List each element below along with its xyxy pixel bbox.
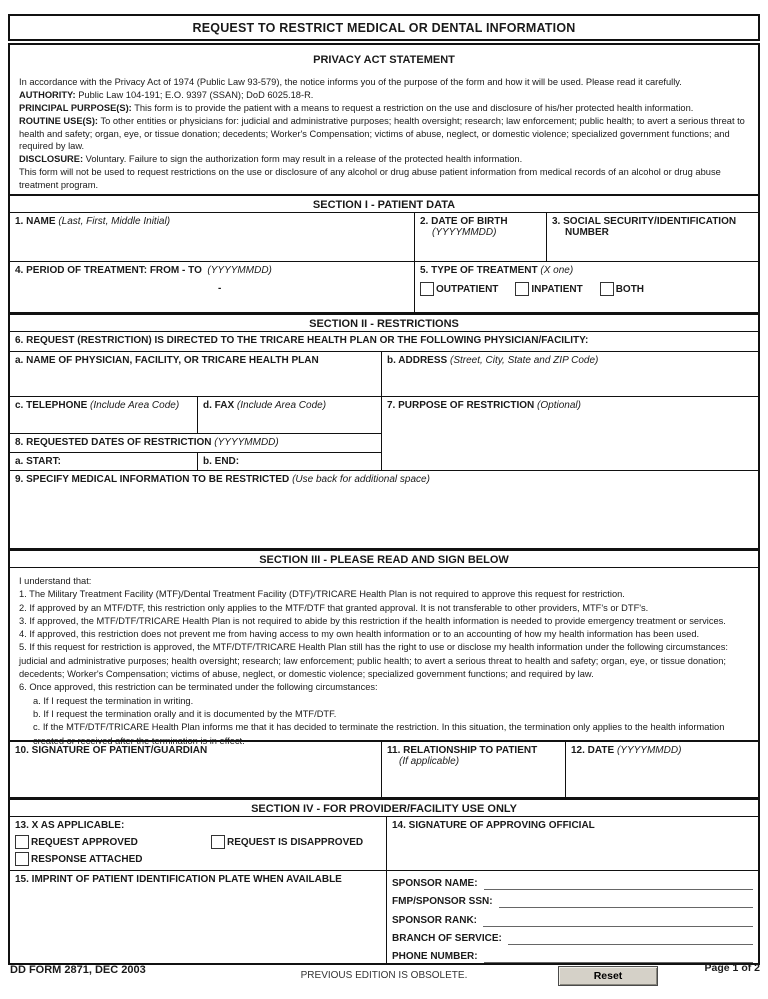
reset-button[interactable]: Reset <box>558 966 658 986</box>
privacy-disclosure <box>19 153 749 166</box>
privacy-authority <box>19 89 749 102</box>
request-approved-checkbox[interactable] <box>15 835 29 849</box>
approval-row <box>10 817 758 871</box>
section3-header: SECTION III - PLEASE READ AND SIGN BELOW <box>10 549 758 568</box>
address-hint: (Street, City, State and ZIP Code) <box>449 355 599 366</box>
inpatient-checkbox[interactable] <box>515 282 529 296</box>
purpose-label: 7. PURPOSE OF RESTRICTION <box>387 400 535 411</box>
branch-of-service-input[interactable] <box>508 932 753 945</box>
field-1-name-cell <box>10 213 415 261</box>
name-input[interactable] <box>15 227 409 258</box>
field-5-type-cell <box>415 262 758 312</box>
field-4-period-cell <box>10 262 415 312</box>
privacy-authority-label: AUTHORITY: <box>19 89 76 100</box>
sponsor-name-input[interactable] <box>484 877 753 890</box>
approving-official-label: 14. SIGNATURE OF APPROVING OFFICIAL <box>392 820 595 831</box>
relationship-hint: (If applicable) <box>399 756 460 767</box>
address-label-line <box>387 355 753 366</box>
field-3-ssn-cell <box>547 213 758 261</box>
imprint-label: 15. IMPRINT OF PATIENT IDENTIFICATION PLATE WHEN AVAILABLE <box>15 874 342 885</box>
field-6c-cell[interactable] <box>10 397 198 433</box>
privacy-intro: In accordance with the Privacy Act of 1974 (Public Law 93-579), the notice informs you of the purpose of the form and how it will be used. Please read it carefully. <box>19 76 682 87</box>
specify-label: 9. SPECIFY MEDICAL INFORMATION TO BE RESTRICTED <box>15 474 290 485</box>
field-8b-cell[interactable]: b. END: <box>203 456 240 467</box>
type-hint: (X one) <box>540 265 574 276</box>
terms-line: I understand that: <box>19 576 92 586</box>
contact-and-dates-region <box>10 397 758 471</box>
privacy-heading: PRIVACY ACT STATEMENT <box>313 54 455 66</box>
name-label: 1. NAME <box>15 216 56 227</box>
field-14-cell <box>387 817 758 870</box>
form-title: REQUEST TO RESTRICT MEDICAL OR DENTAL INFORMATION <box>8 14 760 41</box>
both-checkbox[interactable] <box>600 282 614 296</box>
ssn-input[interactable] <box>552 238 753 258</box>
sponsor-fields-cell <box>387 871 758 963</box>
relationship-input[interactable] <box>387 767 560 794</box>
telephone-label: c. TELEPHONE <box>15 400 88 411</box>
outpatient-option <box>420 282 498 296</box>
address-input[interactable] <box>387 366 753 372</box>
inpatient-option <box>515 282 582 296</box>
page-indicator: Page 1 of 2 <box>704 962 760 974</box>
branch-of-service-label: BRANCH OF SERVICE: <box>392 932 502 944</box>
terms-line: 6. Once approved, this restriction can be terminated under the following circumstances: <box>19 682 378 693</box>
response-attached-option <box>15 852 194 866</box>
approving-official-signature-input[interactable] <box>392 831 753 867</box>
privacy-routine-use-text: To other entities or physicians for: judicial and administrative purposes; health oversight; research; law enforcement; public health; to avert a serious threat to health and safety; organ, eye, or tissue donation; decedents; Worker's Compensation; victims of abuse, neglect, or domestic violence; specialized government functions; and required by law. <box>19 115 745 152</box>
form-body <box>8 43 760 965</box>
physician-row <box>10 352 758 397</box>
approval-options <box>15 835 381 866</box>
ssn-label: 3. SOCIAL SECURITY/IDENTIFICATION NUMBER <box>552 216 737 238</box>
field-6d-cell[interactable] <box>198 397 381 433</box>
type-label: 5. TYPE OF TREATMENT <box>420 265 538 276</box>
dates-restriction-hint: (YYYYMMDD) <box>214 437 279 448</box>
inpatient-label: INPATIENT <box>531 283 583 295</box>
fmp-sponsor-ssn-input[interactable] <box>499 895 753 908</box>
field-15-cell <box>10 871 387 963</box>
date-label: 12. DATE <box>571 745 615 756</box>
dob-label: 2. DATE OF BIRTH <box>420 216 508 227</box>
response-attached-label: RESPONSE ATTACHED <box>31 853 143 865</box>
contact-dates-left-column <box>10 397 382 470</box>
imprint-area[interactable] <box>15 885 381 960</box>
date-input[interactable] <box>571 756 753 794</box>
privacy-act-statement <box>10 45 758 194</box>
field-6b-cell <box>382 352 758 396</box>
outpatient-label: OUTPATIENT <box>436 283 499 295</box>
start-end-row <box>10 453 381 470</box>
privacy-footer-note: This form will not be used to request restrictions on the use or disclosure of any alcohol or drug abuse patient information from medical records of an alcohol or drug abuse treatment program. <box>19 167 721 191</box>
dob-input[interactable] <box>420 238 541 258</box>
specify-hint: (Use back for additional space) <box>292 474 430 485</box>
privacy-principal-purpose <box>19 102 749 115</box>
date-hint: (YYYYMMDD) <box>616 745 682 756</box>
signature-row <box>10 742 758 798</box>
specify-input[interactable] <box>15 485 753 545</box>
field-13-cell <box>10 817 387 870</box>
physician-name-label: a. NAME OF PHYSICIAN, FACILITY, OR TRICARE HEALTH PLAN <box>15 355 319 366</box>
fax-label: d. FAX <box>203 400 235 411</box>
field-8-header <box>10 434 381 453</box>
address-label: b. ADDRESS <box>387 355 448 366</box>
privacy-routine-use-label: ROUTINE USE(S): <box>19 115 99 126</box>
phone-number-row <box>392 946 753 963</box>
x-as-applicable-label: 13. X AS APPLICABLE: <box>15 820 125 831</box>
dates-restriction-label: 8. REQUESTED DATES OF RESTRICTION <box>15 437 212 448</box>
terms-line: 3. If approved, the MTF/DTF/TRICARE Health Plan is not required to abide by this restriction if the health information is needed to provide emergency treatment or services. <box>19 615 726 626</box>
relationship-label: 11. RELATIONSHIP TO PATIENT <box>387 745 538 756</box>
section1-header: SECTION I - PATIENT DATA <box>10 194 758 213</box>
privacy-routine-use <box>19 115 749 154</box>
field-2-dob-cell <box>415 213 547 261</box>
terms-line: 4. If approved, this restriction does not prevent me from having access to my own health information or to an accounting of how my health information has been used. <box>19 629 700 640</box>
telephone-fax-row <box>10 397 381 434</box>
edition-note: PREVIOUS EDITION IS OBSOLETE. <box>300 970 468 981</box>
type-label-line <box>420 265 753 276</box>
telephone-hint: (Include Area Code) <box>90 400 180 411</box>
patient-signature-input[interactable] <box>15 756 376 794</box>
section3-terms-text <box>10 568 758 746</box>
patient-data-row <box>10 213 758 262</box>
form-number: DD FORM 2871, DEC 2003 <box>10 964 146 976</box>
period-input[interactable] <box>15 294 409 309</box>
fax-hint: (Include Area Code) <box>236 400 327 411</box>
request-approved-option <box>15 835 194 849</box>
terms-line: b. If I request the termination orally and it is documented by the MTF/DTF. <box>33 708 337 719</box>
section4-header: SECTION IV - FOR PROVIDER/FACILITY USE ONLY <box>10 798 758 817</box>
purpose-hint: (Optional) <box>537 400 581 411</box>
field-12-cell <box>566 742 758 797</box>
sponsor-rank-row <box>392 910 753 927</box>
page-footer <box>8 962 760 994</box>
request-disapproved-option <box>211 835 364 849</box>
request-disapproved-checkbox[interactable] <box>211 835 225 849</box>
period-hint: (YYYYMMDD) <box>207 265 272 276</box>
field-7-cell[interactable] <box>382 397 758 470</box>
field-9-cell <box>10 471 758 549</box>
privacy-disclosure-label: DISCLOSURE: <box>19 154 84 165</box>
sponsor-name-row <box>392 873 753 890</box>
treatment-row <box>10 262 758 313</box>
physician-name-input[interactable] <box>15 366 376 372</box>
response-attached-checkbox[interactable] <box>15 852 29 866</box>
terms-line: 5. If this request for restriction is approved, the MTF/DTF/TRICARE Health Plan still has the right to use or disclose my health information under the following circumstances: judicial and administrative purposes; health oversight; research; law enforcement; public health; to avert a serious threat to health and safety; organ, eye, or tissue donation; decedents; Worker's Compensation; victims of abuse, neglect, or domestic violence; specialized government functions; and required by law. <box>19 642 728 680</box>
date-label-line <box>571 745 753 756</box>
section2-header: SECTION II - RESTRICTIONS <box>10 313 758 332</box>
period-dash: - <box>218 283 222 294</box>
fmp-sponsor-ssn-label: FMP/SPONSOR SSN: <box>392 896 493 908</box>
sponsor-rank-label: SPONSOR RANK: <box>392 914 478 926</box>
patient-signature-label: 10. SIGNATURE OF PATIENT/GUARDIAN <box>15 745 208 756</box>
request-disapproved-label: REQUEST IS DISAPPROVED <box>227 836 364 848</box>
sponsor-rank-input[interactable] <box>483 914 753 927</box>
field-6-label: 6. REQUEST (RESTRICTION) IS DIRECTED TO THE TRICARE HEALTH PLAN OR THE FOLLOWING PHYSICIAN/FACILITY: <box>10 332 758 352</box>
treatment-options <box>420 282 753 296</box>
terms-line: 1. The Military Treatment Facility (MTF)/Dental Treatment Facility (DTF)/TRICARE Health Plan is not required to approve this request for restriction. <box>19 589 625 600</box>
period-label: 4. PERIOD OF TREATMENT: FROM - TO <box>15 265 202 276</box>
field-6a-cell <box>10 352 382 396</box>
both-label: BOTH <box>615 283 645 295</box>
privacy-disclosure-text: Voluntary. Failure to sign the authorization form may result in a release of the protected health information. <box>85 154 523 165</box>
terms-line: 2. If approved by an MTF/DTF, this restriction only applies to the MTF/DTF that granted approval. It is not transferable to other providers, MTF's or DTF's. <box>19 602 649 613</box>
request-approved-label: REQUEST APPROVED <box>31 836 138 848</box>
specify-label-line <box>15 474 753 485</box>
imprint-sponsor-row <box>10 871 758 963</box>
sponsor-name-label: SPONSOR NAME: <box>392 878 478 889</box>
name-hint: (Last, First, Middle Initial) <box>58 216 171 227</box>
privacy-authority-text: Public Law 104-191; E.O. 9397 (SSAN); DoD 6025.18-R. <box>78 89 314 100</box>
dob-hint: (YYYYMMDD) <box>432 227 497 238</box>
terms-line: a. If I request the termination in writing. <box>33 695 194 706</box>
terms-line: c. If the MTF/DTF/TRICARE Health Plan informs me that it has decided to terminate the restriction. In this situation, the termination only applies to the health information created or received after the termination is in effect. <box>33 722 725 746</box>
outpatient-checkbox[interactable] <box>420 282 434 296</box>
field-8a-cell[interactable]: a. START: <box>10 453 198 470</box>
privacy-principal-purpose-text: This form is to provide the patient with a means to request a restriction on the use and disclosure of his/her protected health information. <box>134 102 694 113</box>
branch-of-service-row <box>392 928 753 945</box>
field-11-cell <box>382 742 566 797</box>
period-label-line <box>15 265 409 276</box>
field-1-name-label <box>15 216 409 227</box>
phone-number-label: PHONE NUMBER: <box>392 951 478 962</box>
field-10-cell <box>10 742 382 797</box>
fmp-sponsor-ssn-row <box>392 891 753 908</box>
privacy-principal-purpose-label: PRINCIPAL PURPOSE(S): <box>19 102 132 113</box>
both-option <box>600 282 644 296</box>
